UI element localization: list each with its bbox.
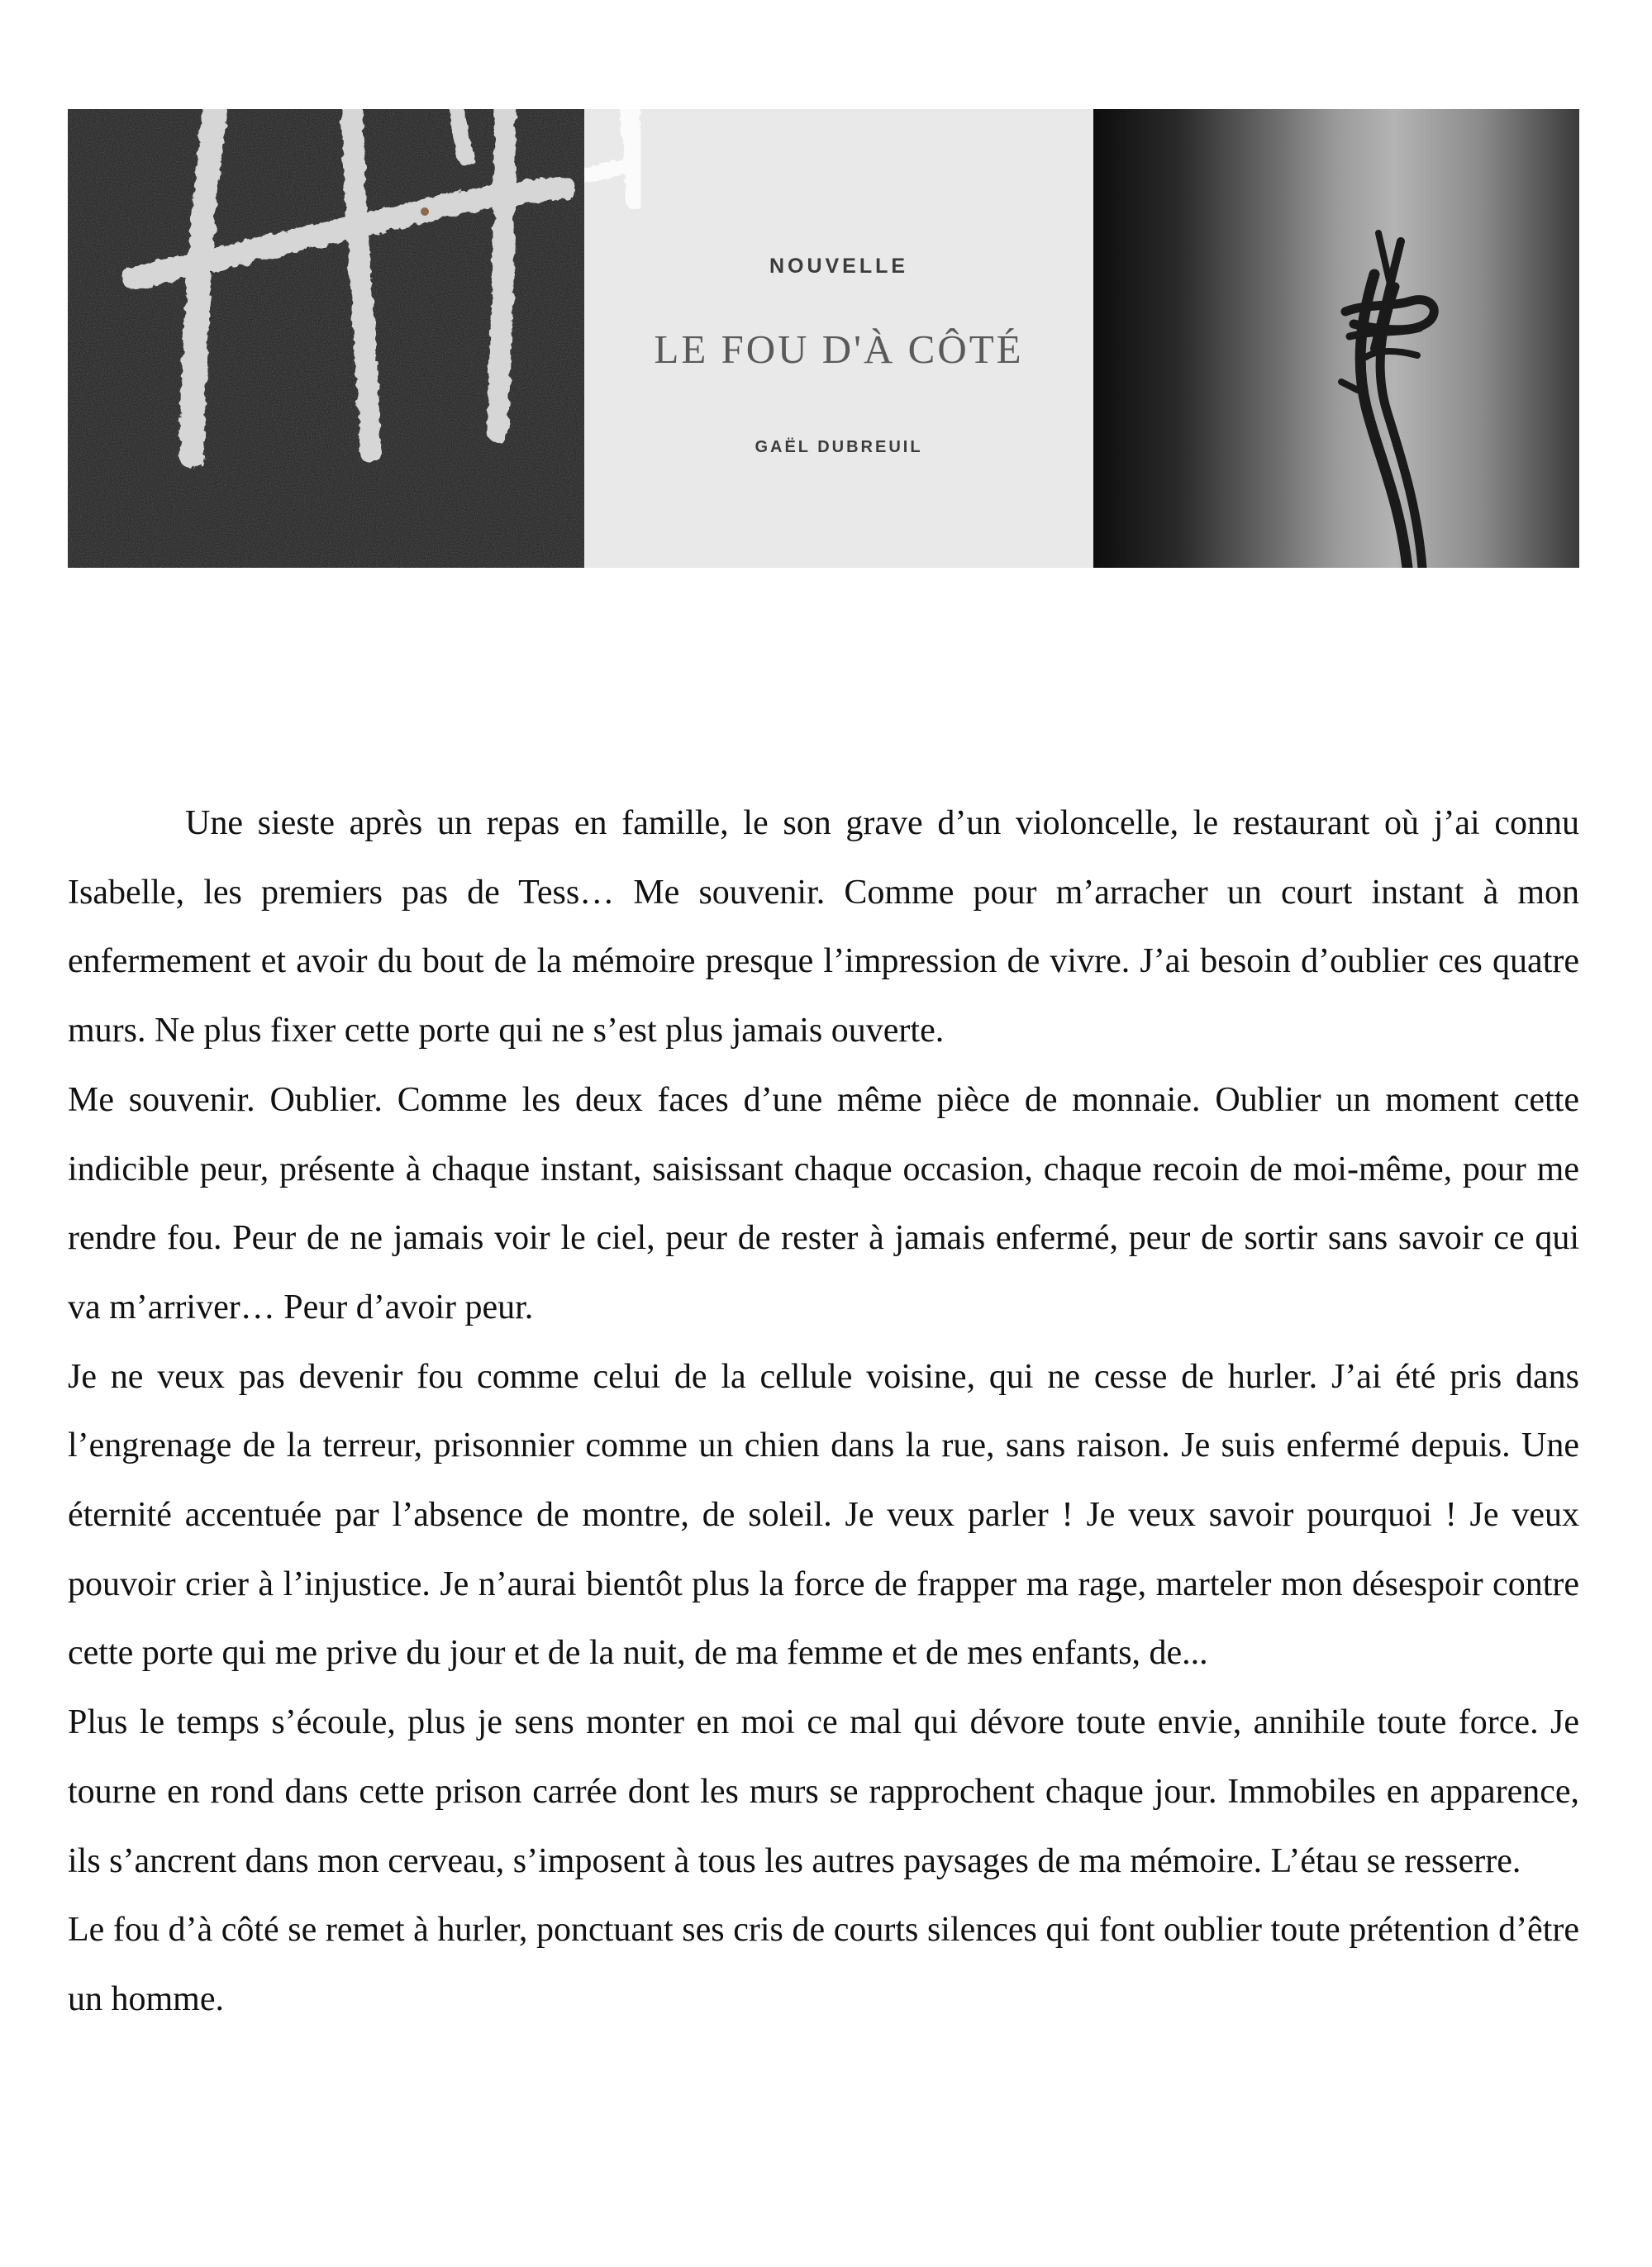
story-paragraph: Une sieste après un repas en famille, le son grave d’un violoncelle, le restaurant où j’ai connu Isabelle, les premiers pas de Tess… Me souvenir. Comme pour m’arracher un court instant à mon enfermement et avoir du bout de la mémoire presque l’impression de vivre. J’ai besoin d’oublier ces quatre murs. Ne plus fixer cette porte qui ne s’est plus jamais ouverte. (68, 804, 1579, 1050)
cover-banner (68, 109, 1579, 568)
chalk-marks-graphic (68, 109, 584, 568)
story-text (68, 789, 1579, 2035)
cover-title: LE FOU D'À CÔTÉ (654, 326, 1024, 372)
barbed-wire-graphic (1093, 109, 1579, 568)
cover-kicker: NOUVELLE (769, 255, 909, 278)
chalk-tally-marks-image (68, 109, 584, 568)
story-paragraph: Me souvenir. Oublier. Comme les deux faces d’une même pièce de monnaie. Oublier un moment cette indicible peur, présente à chaque instant, saisissant chaque occasion, chaque recoin de moi-même, pour me rendre fou. Peur de ne jamais voir le ciel, peur de rester à jamais enfermé, peur de sortir sans savoir ce qui va m’arriver… Peur d’avoir peur. (68, 1080, 1579, 1326)
cover-title-panel (584, 109, 1093, 568)
barbed-wire-image (1093, 109, 1579, 568)
story-paragraph: Le fou d’à côté se remet à hurler, ponctuant ses cris de courts silences qui font oublier toute prétention d’être un homme. (68, 1911, 1579, 2018)
story-paragraph: Je ne veux pas devenir fou comme celui de la cellule voisine, qui ne cesse de hurler. J’ai été pris dans l’engrenage de la terreur, prisonnier comme un chien dans la rue, sans raison. Je suis enfermé depuis. Une éternité accentuée par l’absence de montre, de soleil. Je veux parler ! Je veux savoir pourquoi ! Je veux pouvoir crier à l’injustice. Je n’aurai bientôt plus la force de frapper ma rage, marteler mon désespoir contre cette porte qui me prive du jour et de la nuit, de ma femme et de mes enfants, de... (68, 1357, 1579, 1673)
story-paragraph: Plus le temps s’écoule, plus je sens monter en moi ce mal qui dévore toute envie, annihile toute force. Je tourne en rond dans cette prison carrée dont les murs se rapprochent chaque jour. Immobiles en apparence, ils s’ancrent dans mon cerveau, s’imposent à tous les autres paysages de ma mémoire. L’étau se resserre. (68, 1703, 1579, 1880)
cover-author: GAËL DUBREUIL (755, 438, 923, 456)
